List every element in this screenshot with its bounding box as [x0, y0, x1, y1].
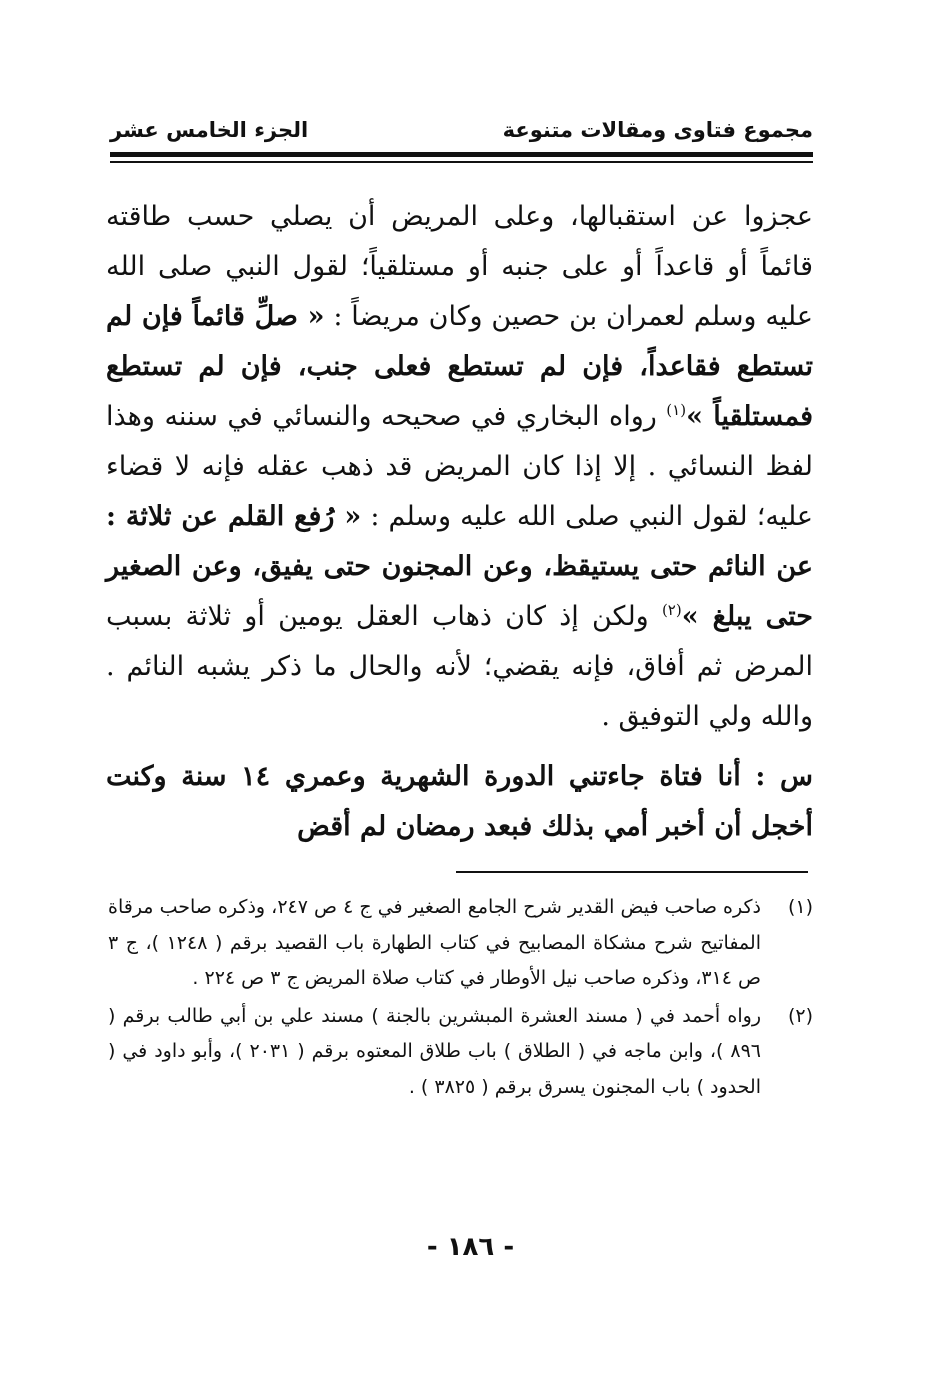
footnote-ref-1: (١): [666, 401, 687, 419]
volume-label: الجزء الخامس عشر: [110, 118, 309, 142]
hadith-quote-1: « صلِّ قائماً فإن لم تستطع فقاعداً، فإن لم تستطع فعلى جنب، فإن لم تستطع فمستلقياً »: [106, 301, 813, 432]
question-paragraph: س : أنا فتاة جاءتني الدورة الشهرية وعمري ١٤ سنة وكنت أخجل أن أخبر أمي بذلك فبعد رمضان لم أقض: [106, 761, 813, 842]
body-segment-2: رواه البخاري في صحيحه والنسائي في سننه وهذا لفظ النسائي . إلا إذا كان المريض قد ذهب عقله فإنه لا قضاء عليه؛ لقول النبي صلى الله عليه وسلم :: [106, 401, 813, 532]
book-title: مجموع فتاوى ومقالات متنوعة: [502, 118, 813, 142]
footnote-number: (٢): [787, 1004, 813, 1027]
page-number: - ١٨٦ -: [426, 1232, 515, 1262]
hadith-quote-2: « رُفع القلم عن ثلاثة : عن النائم حتى يستيقظ، وعن المجنون حتى يفيق، وعن الصغير حتى يبلغ »: [106, 501, 813, 632]
footnote-text: رواه أحمد في ( مسند العشرة المبشرين بالجنة ) مسند علي بن أبي طالب برقم ( ٨٩٦ )، وابن ماجه في ( الطلاق ) باب طلاق المعتوه برقم ( ٢٠٣١ )، وأبو داود في ( الحدود ) باب المجنون يسرق برقم ( ٣٨٢٥ ) .: [108, 1004, 761, 1098]
header-rule-thin: [110, 161, 813, 163]
footnotes: [108, 890, 813, 1107]
running-header: [110, 112, 813, 148]
body-segment-1: عجزوا عن استقبالها، وعلى المريض أن يصلي حسب طاقته قائماً أو قاعداً أو على جنبه أو مستلقياً؛ لقول النبي صلى الله عليه وسلم لعمران بن حصين وكان مريضاً :: [106, 201, 813, 332]
footnote-number: (١): [787, 896, 813, 918]
main-paragraph: [106, 192, 813, 742]
header-rule-thick: [110, 152, 813, 157]
footnote-separator: [456, 871, 808, 873]
footnote-text: ذكره صاحب فيض القدير شرح الجامع الصغير في ج ٤ ص ٢٤٧، وذكره صاحب مرقاة المفاتيح شرح مشكاة المصابيح في كتاب الطهارة باب القصيد برقم ( ١٢٤٨ )، ج ٣ ص ٣١٤، وذكره صاحب نيل الأوطار في كتاب صلاة المريض ج ٣ ص ٢٢٤ .: [108, 896, 761, 989]
footnote-2: [108, 999, 813, 1106]
footnote-ref-2: (٢): [661, 601, 682, 619]
body-segment-3: ولكن إذ كان ذهاب العقل يومين أو ثلاثة بسبب المرض ثم أفاق، فإنه يقضي؛ لأنه والحال ما ذكر يشبه النائم . والله ولي التوفيق .: [106, 601, 813, 732]
footnote-1: [108, 890, 813, 997]
